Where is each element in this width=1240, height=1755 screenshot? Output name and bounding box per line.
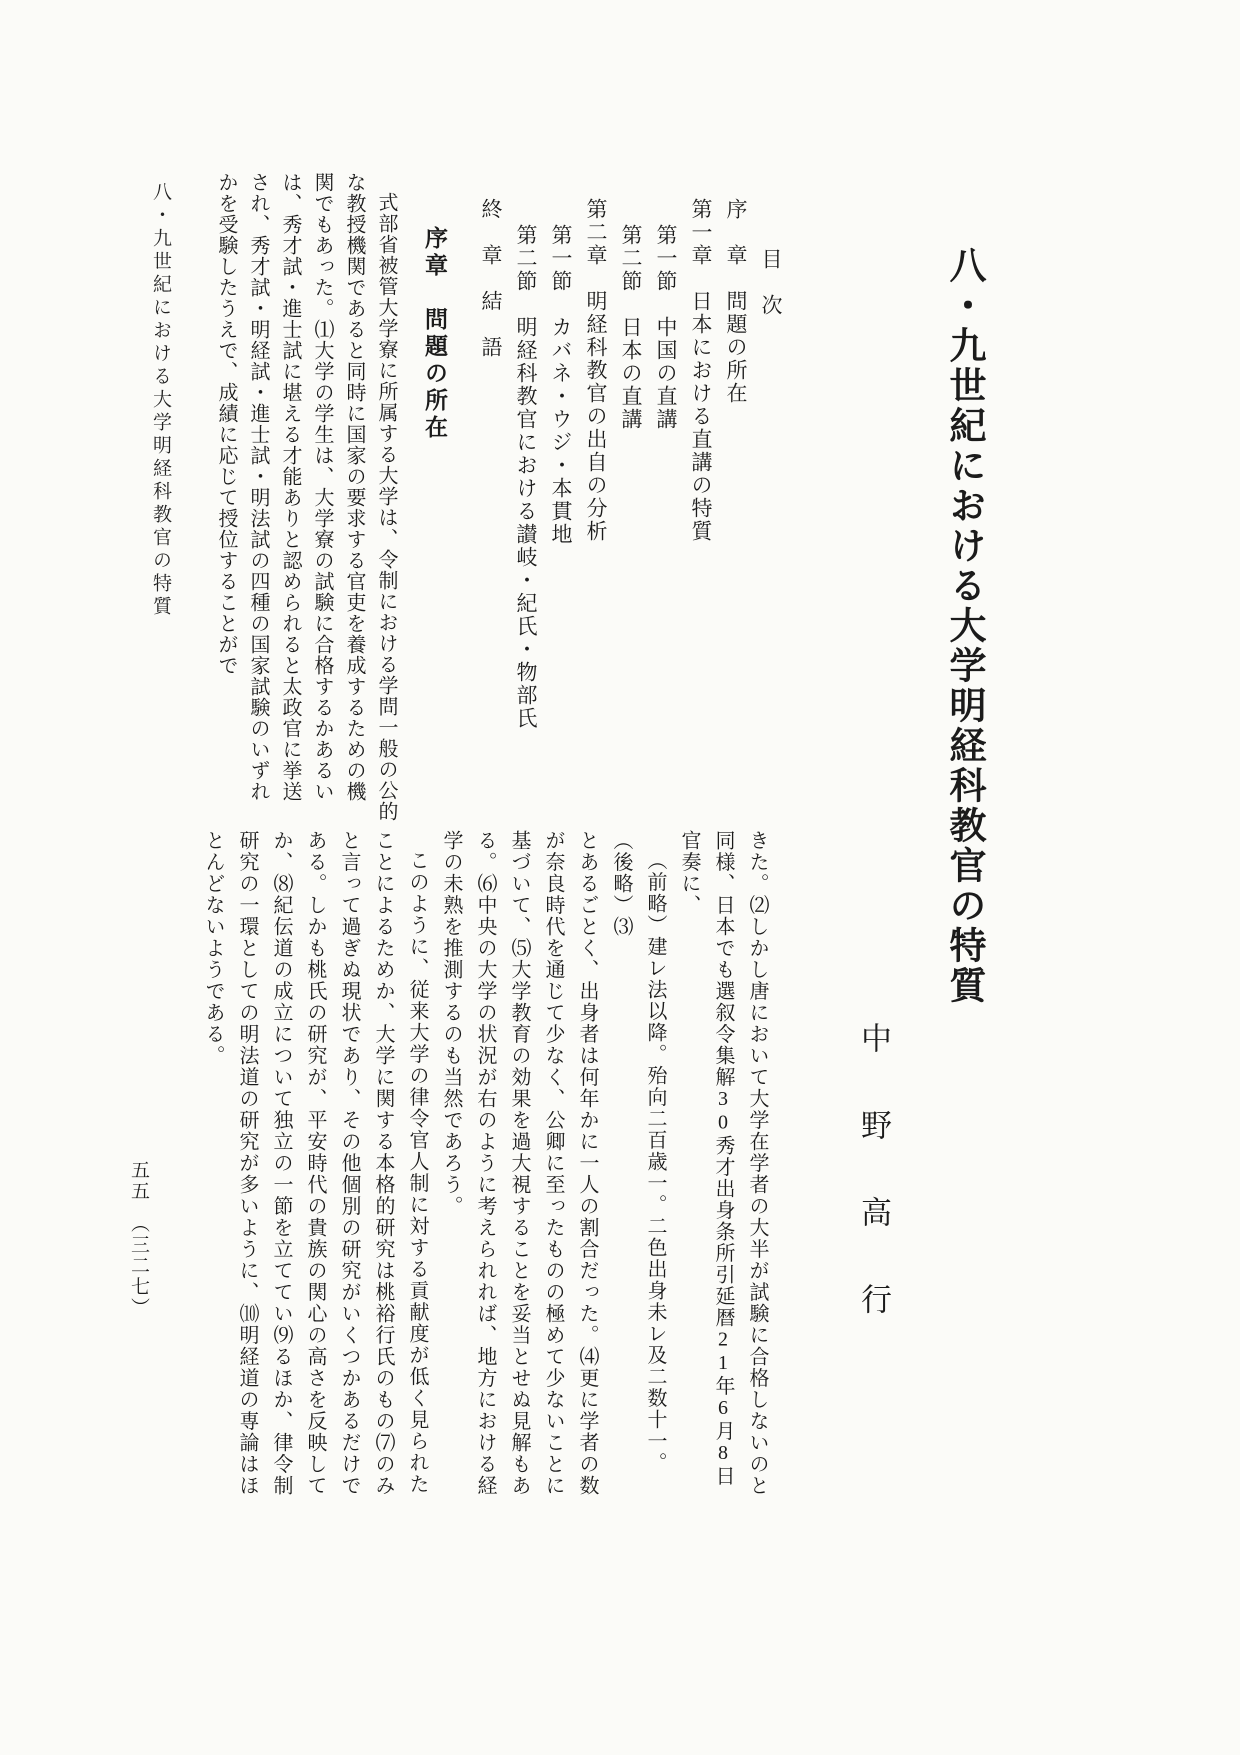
running-title: 八・九世紀における大学明経科教官の特質: [150, 182, 171, 619]
body-text-lower: [196, 830, 774, 1506]
paragraph: きた。⑵しかし唐において大学在学者の大半が試験に合格しないのと同様、日本でも選叙令集解30秀才出身条所引延暦21年6月8日官奏に、: [678, 830, 768, 1497]
toc-item: 第二節 日本の直講: [619, 224, 643, 431]
toc-item: 第二節 明経科教官における讃岐・紀氏・物部氏: [514, 224, 538, 730]
page-number: 五五 （三二七）: [128, 1160, 149, 1319]
toc-heading: 目 次: [759, 248, 783, 317]
body-text-upper: [210, 172, 402, 822]
table-of-contents: [473, 198, 788, 773]
toc-item: 序 章 問題の所在: [724, 198, 748, 405]
toc-item: 第一節 カバネ・ウジ・本貫地: [549, 224, 573, 546]
paragraph: とあるごとく、出身者は何年かに一人の割合だった。⑷更に学者の数が奈良時代を通じて少なく、公卿に至ったものの極めて少ないことに基づいて、⑸大学教育の効果を過大視することを妥当とせぬ見解もある。⑹中央の大学の状況が右のように考えられれば、地方における経学の未熟を推測するのも当然であろう。: [440, 830, 598, 1497]
toc-item: 第二章 明経科教官の出自の分析: [584, 198, 608, 543]
toc-item: 第一章 日本における直講の特質: [689, 198, 713, 543]
paragraph: 式部省被管大学寮に所属する大学は、令制における学問一般の公的な教授機関であると同時に国家の要求する官吏を養成するための機関でもあった。⑴大学の学生は、大学寮の試験に合格するかあるいは、秀才試・進士試に堪える才能ありと認められると太政官に挙送され、秀才試・明経試・進士試・明法試の四種の国家試験のいずれかを受験したうえで、成績に応じて授位することがで: [215, 172, 397, 822]
toc-item: 第一節 中国の直講: [654, 224, 678, 431]
section-heading: 序章 問題の所在: [422, 226, 448, 442]
paragraph: このように、従来大学の律令官人制に対する貢献度が低く見られたことによるためか、大学に関する本格的研究は桃裕行氏のもの⑺のみと言って過ぎぬ現状であり、その他個別の研究がいくつかあるだけである。しかも桃氏の研究が、平安時代の貴族の関心の高さを反映してか、⑻紀伝道の成立について独立の一節を立ててい⑼るほか、律令制研究の一環としての明法道の研究が多いように、⑽明経道の専論はほとんどないようである。: [202, 830, 428, 1497]
kanbun-quote: （前略）建レ法以降。殆向二百歳一。二色出身未レ及二数十一。（後略）⑶: [610, 830, 666, 1474]
author-name: 中野高行: [856, 1022, 891, 1370]
toc-item: 終 章 結 語: [479, 198, 503, 359]
article-title: 八・九世紀における大学明経科教官の特質: [943, 246, 984, 1006]
